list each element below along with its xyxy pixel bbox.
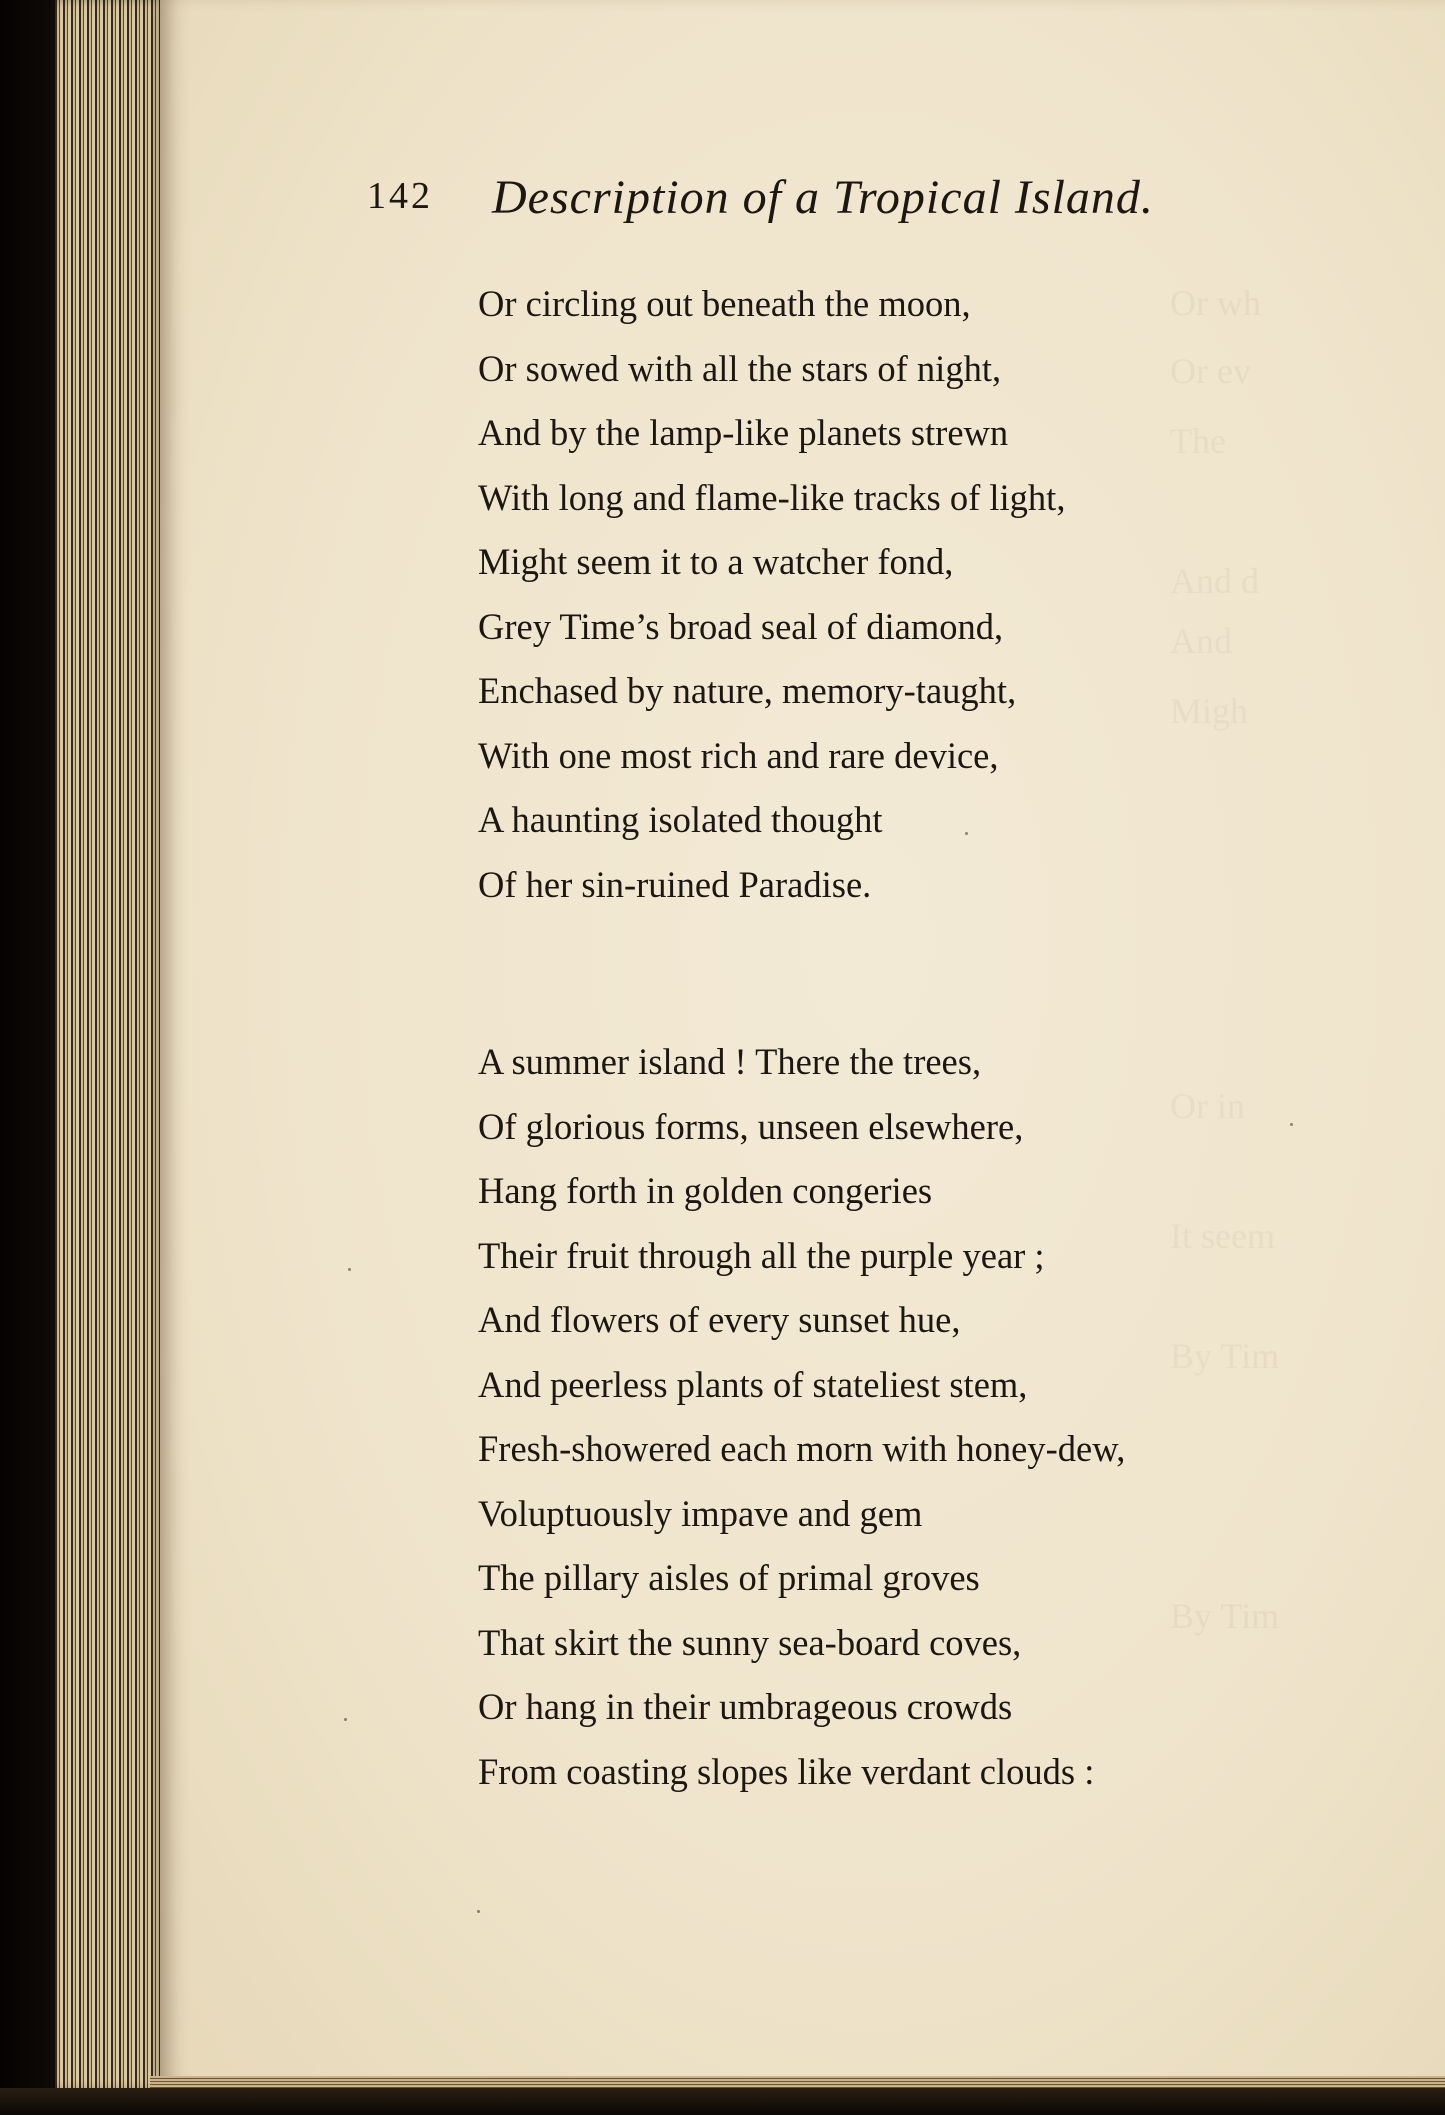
poem-line: The pillary aisles of primal groves bbox=[478, 1557, 980, 1598]
poem-line: And by the lamp-like planets strewn bbox=[478, 412, 1009, 453]
poem-line: A haunting isolated thought bbox=[478, 799, 883, 840]
stanza bbox=[478, 1030, 1338, 1804]
poem-line: With long and flame-like tracks of light, bbox=[478, 476, 1066, 518]
paper-speck bbox=[348, 1268, 351, 1271]
bottom-page-edges bbox=[150, 2076, 1445, 2088]
poem-line: That skirt the sunny sea-board coves, bbox=[478, 1621, 1022, 1663]
poem-line: Enchased by nature, memory-taught, bbox=[478, 670, 1017, 711]
poem-line: A summer island ! There the trees, bbox=[478, 1041, 982, 1082]
paper-speck bbox=[477, 1910, 480, 1913]
show-through-text: By Tim bbox=[1170, 1336, 1280, 1376]
poem-line: Grey Time’s broad seal of diamond, bbox=[478, 605, 1004, 647]
poem-body bbox=[478, 272, 1338, 1804]
poem-line: And peerless plants of stateliest stem, bbox=[478, 1363, 1028, 1405]
poem-line: Of her sin-ruined Paradise. bbox=[478, 863, 872, 905]
show-through-text: Migh bbox=[1170, 691, 1249, 731]
poem-line: Voluptuously impave and gem bbox=[478, 1492, 923, 1534]
poem-line: Their fruit through all the purple year ; bbox=[478, 1234, 1045, 1276]
show-through-text: And bbox=[1170, 621, 1232, 661]
poem-line: Of glorious forms, unseen elsewhere, bbox=[478, 1105, 1024, 1147]
poem-line: And flowers of every sunset hue, bbox=[478, 1299, 961, 1340]
paper-speck bbox=[344, 1718, 347, 1721]
running-title: Description of a Tropical Island. bbox=[492, 171, 1154, 224]
poem-line: Or sowed with all the stars of night, bbox=[478, 347, 1002, 389]
show-through-text: And d bbox=[1170, 561, 1259, 601]
show-through-text: Or in bbox=[1170, 1086, 1245, 1126]
page-edges bbox=[55, 0, 165, 2090]
poem-line: Might seem it to a watcher fond, bbox=[478, 541, 954, 582]
page-header bbox=[0, 170, 1445, 240]
show-through-text: By Tim bbox=[1170, 1596, 1280, 1636]
poem-line: Hang forth in golden congeries bbox=[478, 1170, 933, 1211]
poem-line: Fresh-showered each morn with honey-dew, bbox=[478, 1428, 1126, 1469]
bottom-shadow bbox=[0, 2088, 1445, 2115]
poem-line: Or circling out beneath the moon, bbox=[478, 283, 971, 324]
show-through-text: It seem bbox=[1170, 1216, 1275, 1256]
page-number: 142 bbox=[367, 175, 433, 217]
poem-line: Or hang in their umbrageous crowds bbox=[478, 1686, 1013, 1727]
show-through-text: Or wh bbox=[1170, 283, 1261, 323]
poem-line: With one most rich and rare device, bbox=[478, 734, 999, 776]
show-through-text: The bbox=[1170, 421, 1226, 461]
show-through-text: Or ev bbox=[1170, 351, 1251, 391]
poem-line: From coasting slopes like verdant clouds : bbox=[478, 1750, 1095, 1792]
stanza bbox=[478, 272, 1338, 917]
